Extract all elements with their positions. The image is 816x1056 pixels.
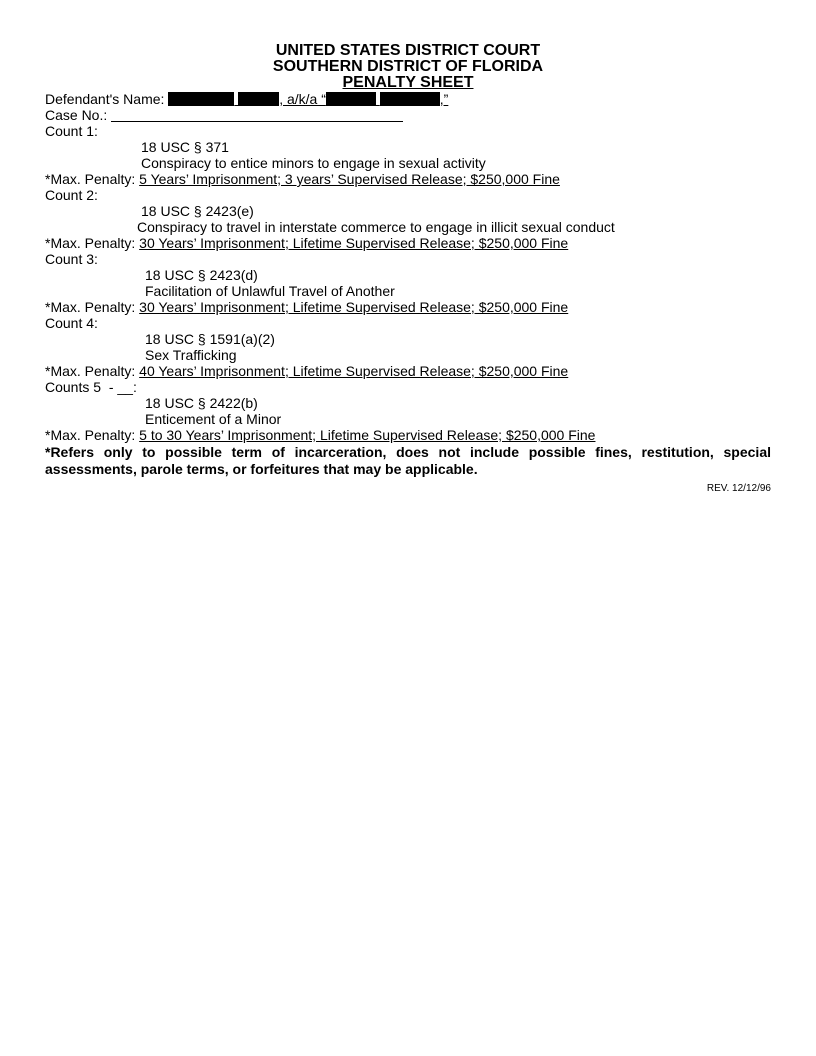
max-penalty-line xyxy=(45,235,771,251)
max-penalty-value: 30 Years’ Imprisonment; Lifetime Supervised Release; $250,000 Fine xyxy=(139,235,569,251)
defendant-label: Defendant's Name: xyxy=(45,91,165,107)
aka-text: , a/k/a “ xyxy=(279,91,326,107)
count-description: Enticement of a Minor xyxy=(145,411,282,427)
case-line xyxy=(45,107,771,123)
count-label: Count 1: xyxy=(45,123,98,139)
max-penalty-label: *Max. Penalty: xyxy=(45,235,136,251)
max-penalty-label: *Max. Penalty: xyxy=(45,363,136,379)
count-block xyxy=(45,315,771,379)
redaction-block xyxy=(326,92,376,106)
defendant-line xyxy=(45,91,771,107)
sheet-title: PENALTY SHEET xyxy=(342,74,474,91)
count-label: Count 4: xyxy=(45,315,98,331)
case-number-blank xyxy=(111,108,403,122)
count-block xyxy=(45,123,771,187)
max-penalty-value: 5 Years’ Imprisonment; 3 years’ Supervised Release; $250,000 Fine xyxy=(139,171,560,187)
max-penalty-line xyxy=(45,299,771,315)
max-penalty-label: *Max. Penalty: xyxy=(45,427,136,443)
count-description: Conspiracy to travel in interstate commerce to engage in illicit sexual conduct xyxy=(137,219,615,235)
max-penalty-label: *Max. Penalty: xyxy=(45,171,136,187)
count-block xyxy=(45,379,771,443)
document-header xyxy=(45,43,771,91)
max-penalty-label: *Max. Penalty: xyxy=(45,299,136,315)
count-statute: 18 USC § 2423(e) xyxy=(141,203,254,219)
count-statute: 18 USC § 2422(b) xyxy=(145,395,258,411)
max-penalty-line xyxy=(45,363,771,379)
count-statute: 18 USC § 1591(a)(2) xyxy=(145,331,275,347)
aka-close: ,” xyxy=(439,91,449,107)
count-description: Facilitation of Unlawful Travel of Another xyxy=(145,283,395,299)
max-penalty-line xyxy=(45,427,771,443)
max-penalty-line xyxy=(45,171,771,187)
count-statute: 18 USC § 371 xyxy=(141,139,229,155)
redaction-block xyxy=(238,92,279,106)
max-penalty-value: 5 to 30 Years’ Imprisonment; Lifetime Supervised Release; $250,000 Fine xyxy=(139,427,596,443)
max-penalty-value: 30 Years’ Imprisonment; Lifetime Supervised Release; $250,000 Fine xyxy=(139,299,569,315)
count-label: Count 3: xyxy=(45,251,98,267)
court-name: UNITED STATES DISTRICT COURT xyxy=(275,42,541,59)
redaction-block xyxy=(168,92,234,106)
redaction-block xyxy=(380,92,440,106)
count-statute: 18 USC § 2423(d) xyxy=(145,267,258,283)
count-block xyxy=(45,187,771,251)
district-name: SOUTHERN DISTRICT OF FLORIDA xyxy=(272,58,544,75)
footnote: *Refers only to possible term of incarceration, does not include possible fines, restitution, special assessments, parole terms, or forfeitures that may be applicable. xyxy=(45,444,771,477)
case-label: Case No.: xyxy=(45,107,108,123)
max-penalty-value: 40 Years’ Imprisonment; Lifetime Supervised Release; $250,000 Fine xyxy=(139,363,569,379)
revision-date: REV. 12/12/96 xyxy=(706,483,771,494)
count-label: Count 2: xyxy=(45,187,98,203)
count-description: Conspiracy to entice minors to engage in sexual activity xyxy=(141,155,486,171)
count-label: Counts 5 - __: xyxy=(45,379,137,395)
count-description: Sex Trafficking xyxy=(145,347,237,363)
count-block xyxy=(45,251,771,315)
penalty-sheet xyxy=(45,43,771,495)
